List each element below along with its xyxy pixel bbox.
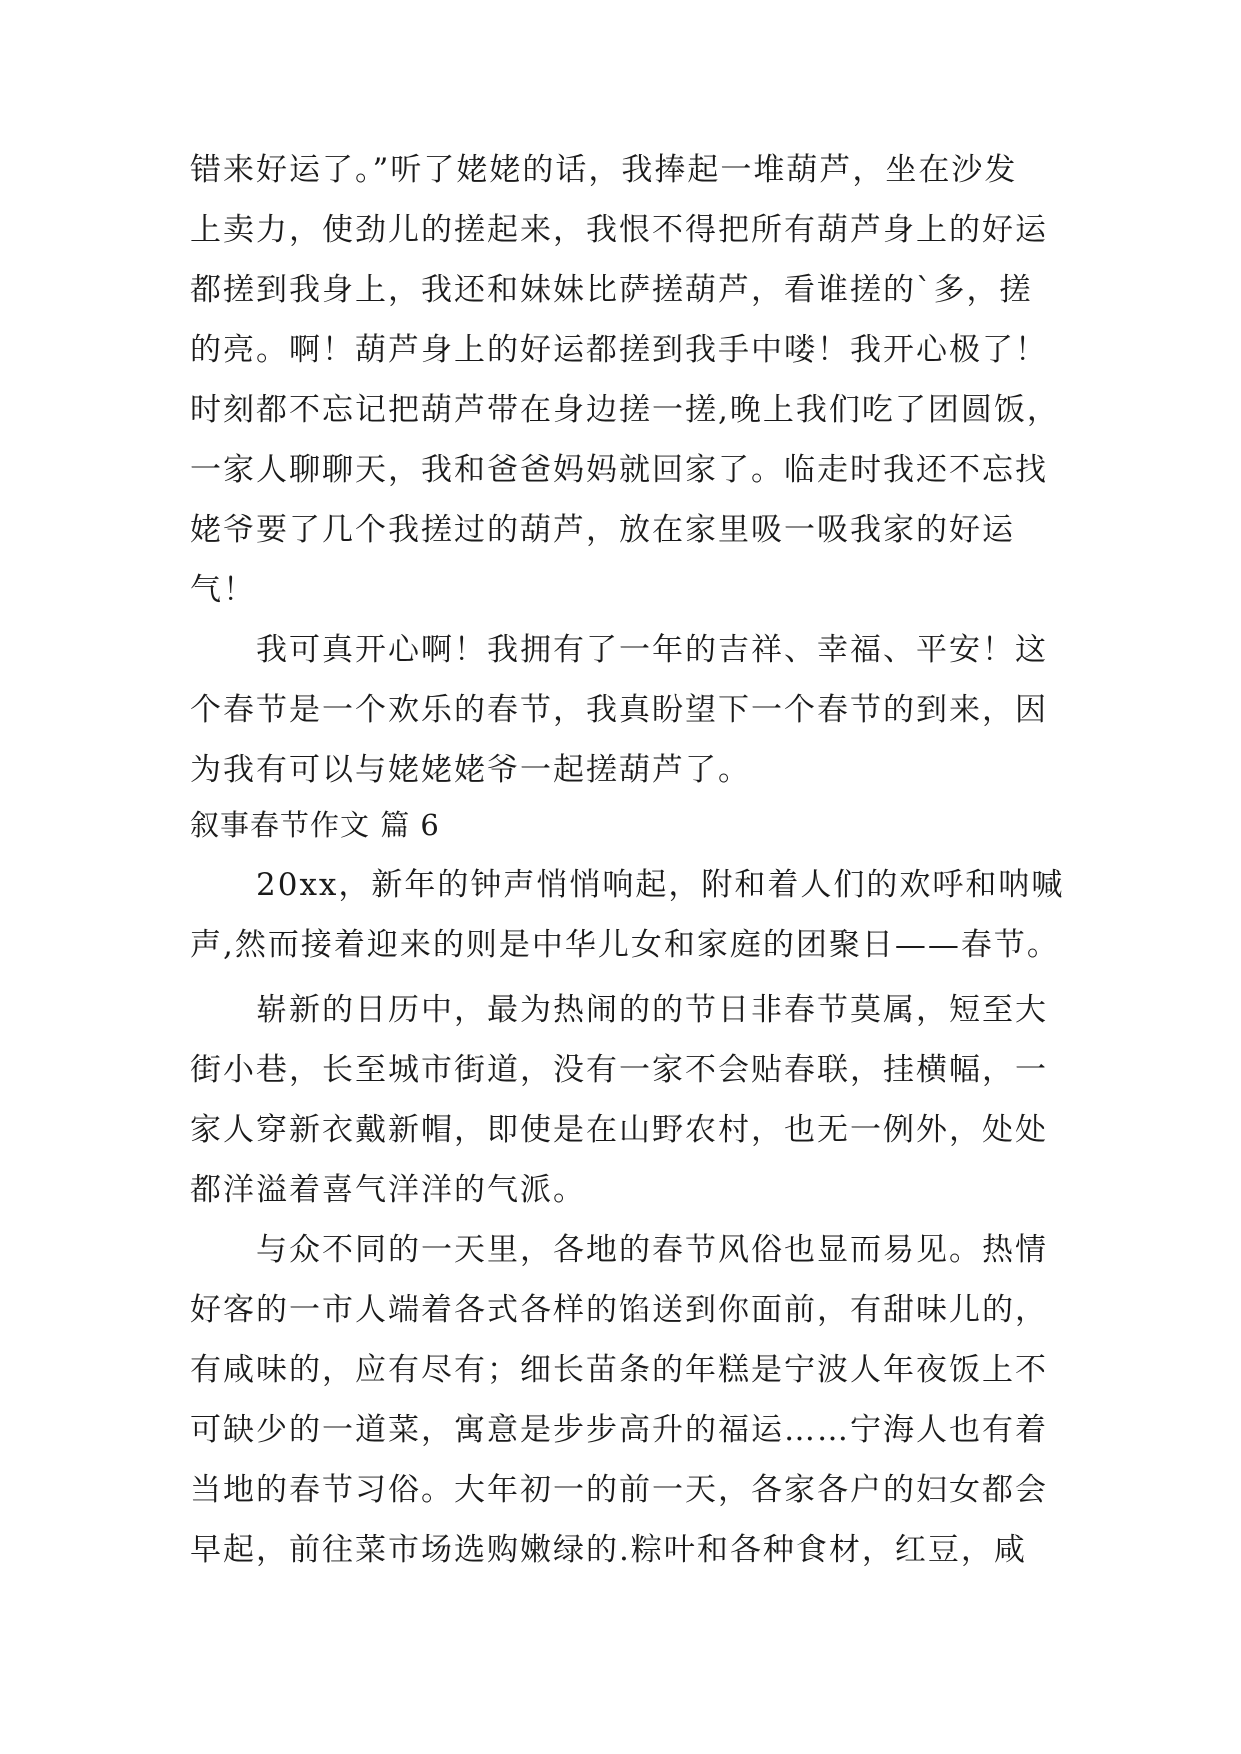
text-line: 崭新的日历中，最为热闹的的节日非春节莫属，短至大	[190, 992, 1048, 1028]
text-line: 都洋溢着喜气洋洋的气派。	[190, 1172, 586, 1208]
text-line: 20xx，新年的钟声悄悄响起，附和着人们的欢呼和呐喊	[190, 867, 1065, 903]
text-line: 时刻都不忘记把葫芦带在身边搓一搓,晚上我们吃了团圆饭，	[190, 392, 1060, 428]
text-line: 姥爷要了几个我搓过的葫芦，放在家里吸一吸我家的好运	[190, 512, 1015, 548]
text-line: 街小巷，长至城市街道，没有一家不会贴春联，挂横幅，一	[190, 1052, 1048, 1088]
text-line: 个春节是一个欢乐的春节，我真盼望下一个春节的到来，因	[190, 692, 1048, 728]
text-line: 家人穿新衣戴新帽，即使是在山野农村，也无一例外，处处	[190, 1112, 1048, 1148]
text-line: 声,然而接着迎来的则是中华儿女和家庭的团聚日——春节。	[190, 927, 1060, 963]
text-line: 早起，前往菜市场选购嫩绿的.粽叶和各种食材，红豆，咸	[190, 1532, 1027, 1568]
text-line: 的亮。啊！葫芦身上的好运都搓到我手中喽！我开心极了！	[190, 332, 1048, 368]
text-line: 我可真开心啊！我拥有了一年的吉祥、幸福、平安！这	[190, 632, 1048, 668]
text-line: 与众不同的一天里，各地的春节风俗也显而易见。热情	[190, 1232, 1048, 1268]
text-line: 有咸味的，应有尽有；细长苗条的年糕是宁波人年夜饭上不	[190, 1352, 1048, 1388]
text-line: 当地的春节习俗。大年初一的前一天，各家各户的妇女都会	[190, 1472, 1048, 1508]
text-line: 一家人聊聊天，我和爸爸妈妈就回家了。临走时我还不忘找	[190, 452, 1048, 488]
section-heading: 叙事春节作文 篇 6	[190, 808, 440, 842]
text-line: 可缺少的一道菜，寓意是步步高升的福运……宁海人也有着	[190, 1412, 1048, 1448]
text-line: 上卖力，使劲儿的搓起来，我恨不得把所有葫芦身上的好运	[190, 212, 1048, 248]
text-line: 为我有可以与姥姥姥爷一起搓葫芦了。	[190, 752, 751, 788]
text-line: 错来好运了。”听了姥姥的话，我捧起一堆葫芦，坐在沙发	[190, 152, 1018, 188]
text-line: 好客的一市人端着各式各样的馅送到你面前，有甜味儿的，	[190, 1292, 1048, 1328]
text-line: 都搓到我身上，我还和妹妹比萨搓葫芦，看谁搓的`多，搓	[190, 272, 1033, 308]
text-line: 气！	[190, 572, 256, 608]
